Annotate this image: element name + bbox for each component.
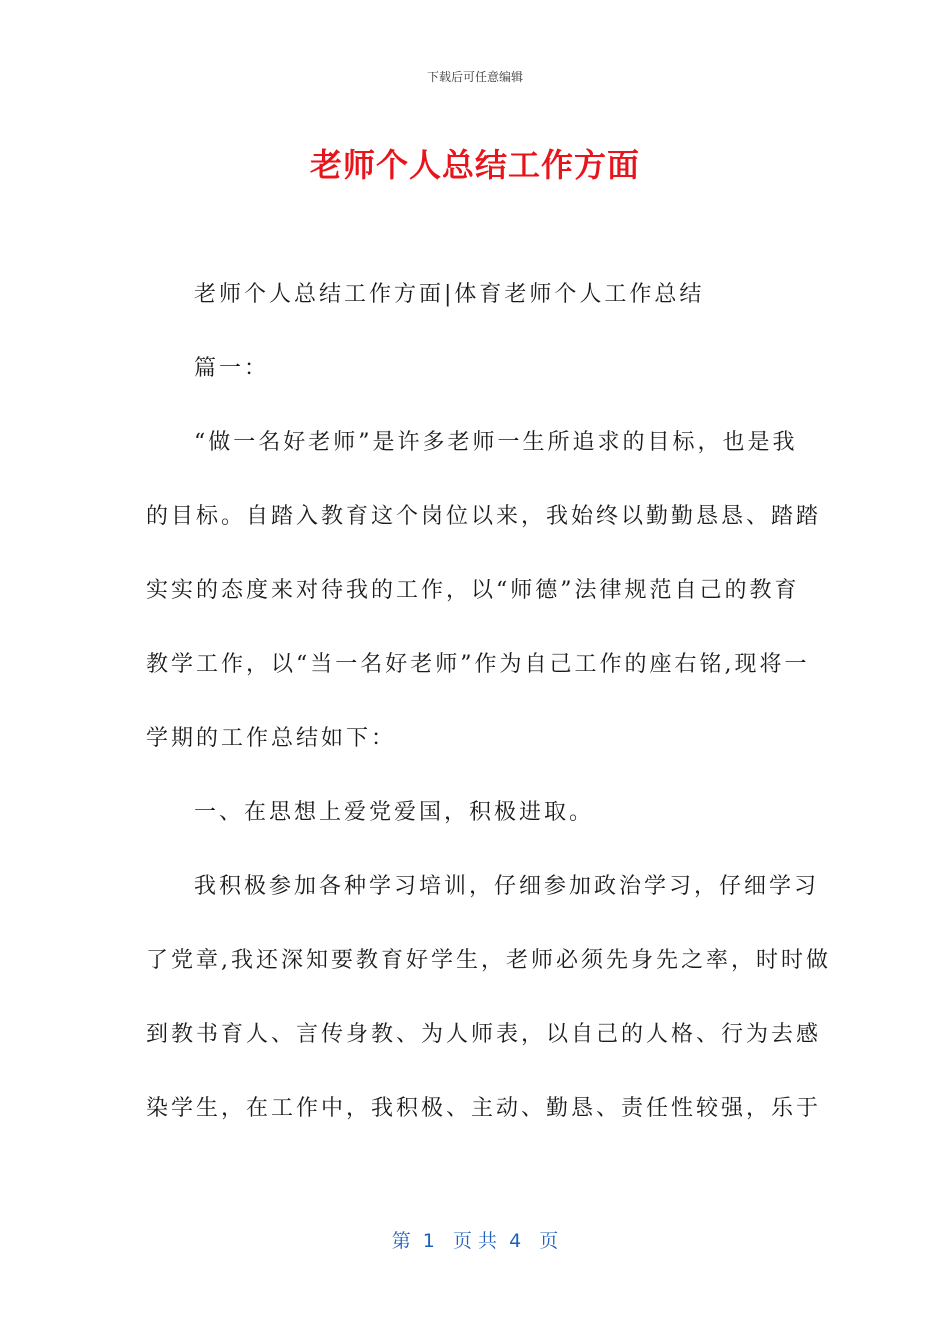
page-number: 第 1 页 共 4 页 [391,1230,559,1252]
paragraph-line: 我积极参加各种学习培训，仔细参加政治学习，仔细学习 [194,874,820,899]
paragraph-line: 染学生，在工作中，我积极、主动、勤恳、责任性较强，乐于 [146,1096,822,1121]
paragraph-line: 了党章,我还深知要教育好学生，老师必须先身先之率，时时做 [146,948,831,973]
subtitle-line: 老师个人总结工作方面|体育老师个人工作总结 [194,282,705,307]
paragraph-line: “做一名好老师”是许多老师一生所追求的目标，也是我 [194,430,798,455]
paragraph-line: 学期的工作总结如下： [146,726,397,751]
paragraph-line: 教学工作，以“当一名好老师”作为自己工作的座右铭,现将一 [146,652,810,677]
paragraph-line: 的目标。自踏入教育这个岗位以来，我始终以勤勤恳恳、踏踏 [146,504,822,529]
paragraph-line: 到教书育人、言传身教、为人师表，以自己的人格、行为去感 [146,1022,822,1047]
document-body [146,270,831,1158]
document-title: 老师个人总结工作方面 [309,146,640,184]
paragraph-line: 实实的态度来对待我的工作，以“师德”法律规范自己的教育 [146,578,800,603]
section-label: 篇一： [194,356,270,381]
section-heading: 一、在思想上爱党爱国，积极进取。 [194,800,595,825]
header-note: 下载后可任意编辑 [426,70,523,84]
